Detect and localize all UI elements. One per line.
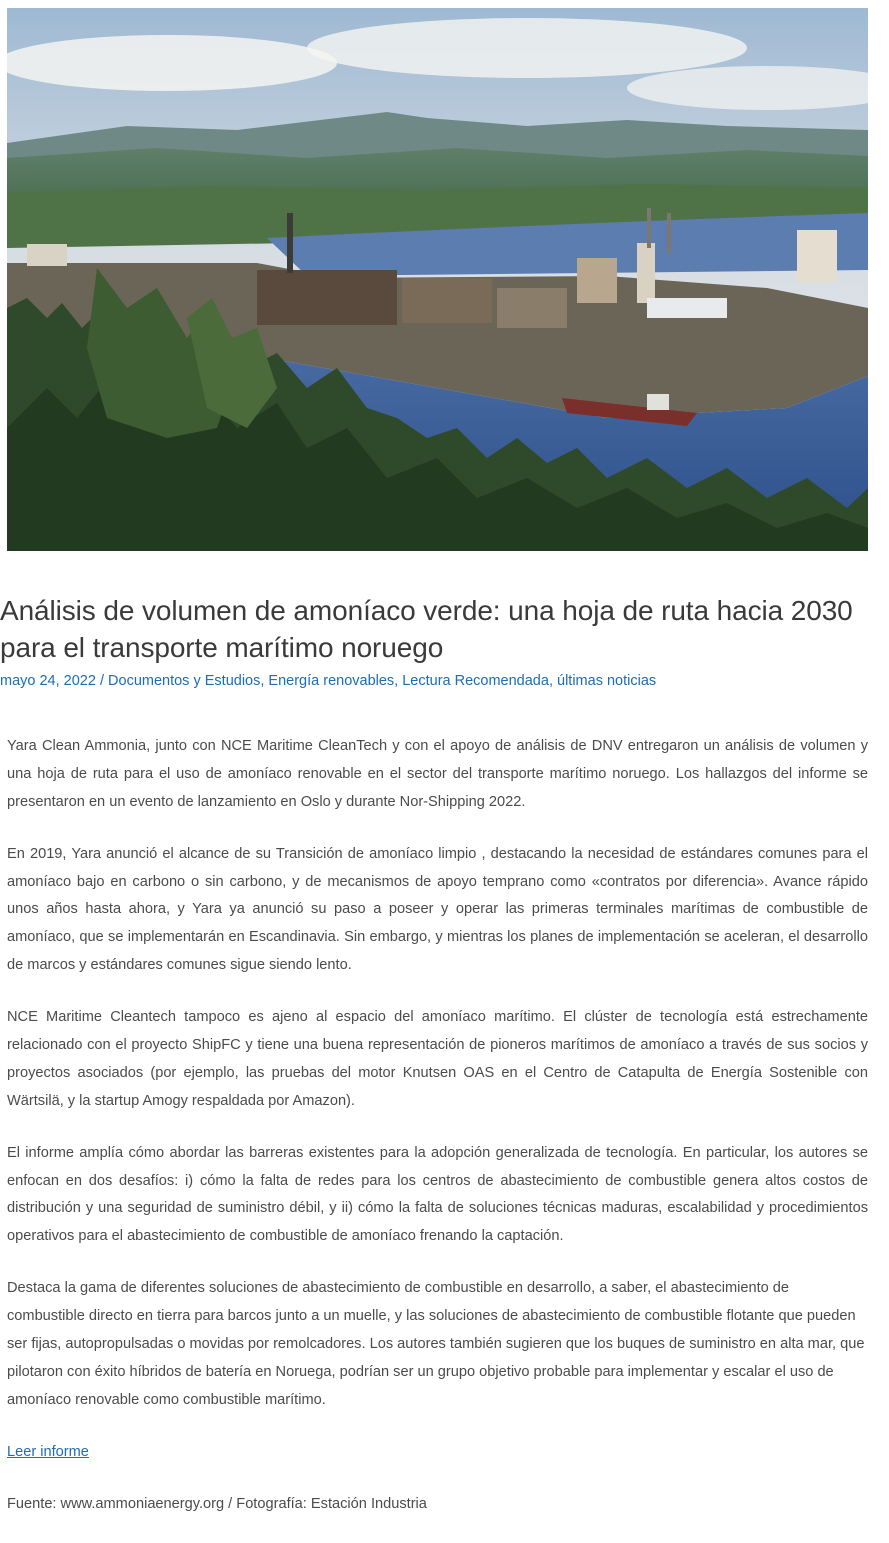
- category-link-documentos[interactable]: Documentos y Estudios: [108, 673, 261, 689]
- read-report-link[interactable]: Leer informe: [7, 1443, 89, 1460]
- article-meta: [0, 672, 656, 690]
- read-report-paragraph: [7, 1439, 868, 1467]
- article-paragraph: En 2019, Yara anunció el alcance de su Transición de amoníaco limpio , destacando la necesidad de estándares comunes para el amoníaco bajo en carbono o sin carbono, y de mecanismos de apoyo temprano como «contratos por diferencia». Avance rápido unos años hasta ahora, y Yara ya anunció su paso a poseer y operar las primeras terminales marítimas de combustible de amoníaco, que se implementarán en Escandinavia. Sin embargo, y mientras los planes de implementación se aceleran, el desarrollo de marcos y estándares comunes sigue siendo lento.: [7, 845, 868, 973]
- meta-separator: /: [95, 673, 109, 689]
- industrial-harbor-photo-icon: [7, 8, 868, 551]
- category-link-lectura[interactable]: Lectura Recomendada: [402, 673, 549, 689]
- article-paragraph: Yara Clean Ammonia, junto con NCE Maritime CleanTech y con el apoyo de análisis de DNV entregaron un análisis de volumen y una hoja de ruta para el uso de amoníaco renovable en el sector del transporte marítimo noruego. Los hallazgos del informe se presentaron en un evento de lanzamiento en Oslo y durante Nor-Shipping 2022.: [7, 738, 868, 810]
- article-paragraph: Destaca la gama de diferentes soluciones de abastecimiento de combustible en desarrollo, a saber, el abastecimiento de combustible directo en tierra para barcos junto a un muelle, y las soluciones de abastecimiento de combustible flotante que pueden ser fijas, autopropulsadas o movidas por remolcadores. Los autores también sugieren que los buques de suministro en alta mar, que pilotaron con éxito híbridos de batería en Noruega, podrían ser un grupo objetivo probable para implementar y escalar el uso de amoníaco renovable como combustible marítimo.: [7, 1280, 865, 1408]
- article-paragraph: NCE Maritime Cleantech tampoco es ajeno al espacio del amoníaco marítimo. El clúster de tecnología está estrechamente relacionado con el proyecto ShipFC y tiene una buena representación de pioneros marítimos de amoníaco a través de sus socios y proyectos asociados (por ejemplo, las pruebas del motor Knutsen OAS en el Centro de Catapulta de Energía Sostenible con Wärtsilä, y la startup Amogy respaldada por Amazon).: [7, 1009, 868, 1109]
- category-comma: ,: [260, 673, 269, 689]
- article-title: Análisis de volumen de amoníaco verde: una hoja de ruta hacia 2030 para el transporte marítimo noruego: [0, 595, 853, 663]
- hero-photo: [7, 8, 868, 551]
- article-content: [7, 733, 868, 1543]
- category-link-energia[interactable]: Energía renovables: [268, 673, 395, 689]
- article-date-link[interactable]: mayo 24, 2022: [0, 673, 96, 689]
- category-comma: ,: [548, 673, 558, 689]
- article-paragraph: El informe amplía cómo abordar las barreras existentes para la adopción generalizada de tecnología. En particular, los autores se enfocan en dos desafíos: i) cómo la falta de redes para los centros de abastecimiento de combustible genera altos costos de distribución y una seguridad de suministro débil, y ii) cómo la falta de soluciones técnicas maduras, escalabilidad y procedimientos operativos para el abastecimiento de combustible de amoníaco frenando la captación.: [7, 1144, 868, 1245]
- category-link-ultimas[interactable]: últimas noticias: [557, 673, 657, 689]
- category-comma: ,: [394, 673, 403, 689]
- source-credit: Fuente: www.ammoniaenergy.org / Fotografía: Estación Industria: [7, 1495, 427, 1512]
